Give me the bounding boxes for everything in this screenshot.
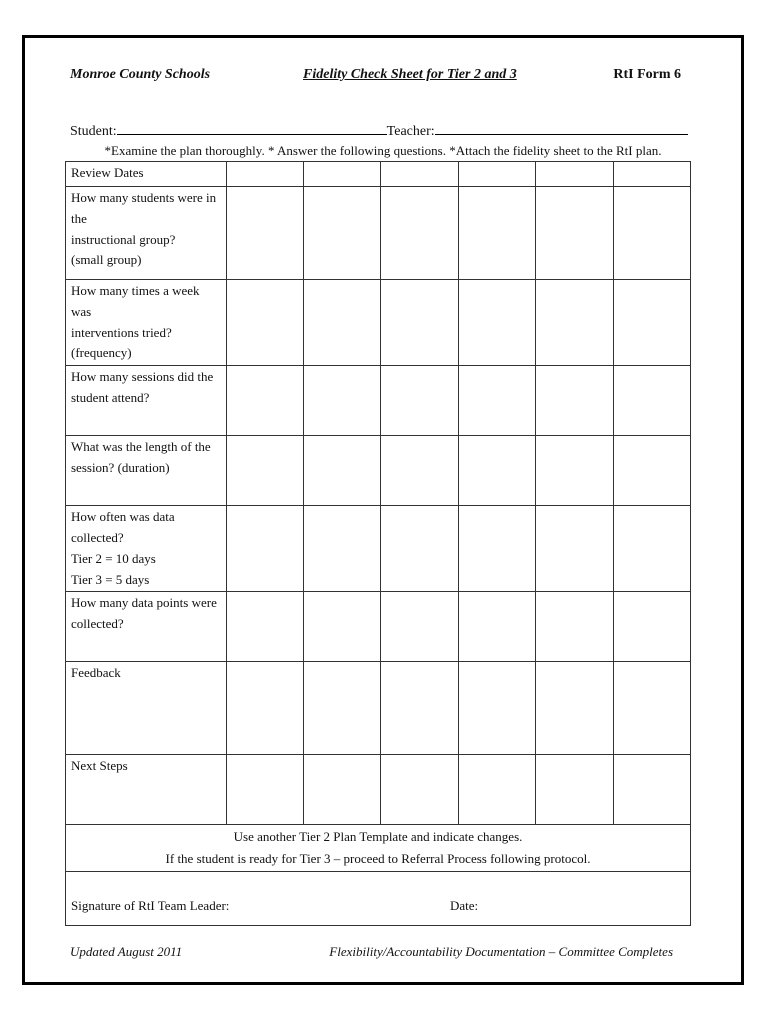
answer-cell[interactable] [536,187,613,280]
question-line: How many data points were [71,595,217,611]
answer-cell[interactable] [458,280,535,366]
note-line-1: Use another Tier 2 Plan Template and indicate changes. [233,829,523,845]
date-label: Date: [450,898,479,914]
answer-cell[interactable] [536,366,613,436]
question-label [66,187,227,280]
answer-cell[interactable] [458,662,535,755]
answer-cell[interactable] [458,436,535,506]
note-row [66,825,691,872]
answer-cell[interactable] [458,755,535,825]
answer-cell[interactable] [536,592,613,662]
answer-cell[interactable] [613,755,690,825]
question-row [66,662,691,755]
answer-cell[interactable] [226,506,303,592]
answer-cell[interactable] [536,280,613,366]
answer-cell[interactable] [226,366,303,436]
answer-cell[interactable] [304,755,381,825]
answer-cell[interactable] [226,592,303,662]
answer-cell[interactable] [381,187,458,280]
question-row [66,592,691,662]
review-date-cell[interactable] [226,162,303,187]
note-line-2: If the student is ready for Tier 3 – proceed to Referral Process following protocol. [165,850,591,866]
question-label [66,280,227,366]
footer-documentation: Flexibility/Accountability Documentation – Committee Completes [329,944,673,959]
answer-cell[interactable] [381,366,458,436]
answer-cell[interactable] [304,187,381,280]
question-line: Tier 2 = 10 days [71,550,156,566]
question-label [66,506,227,592]
question-line: How many times a week was [71,283,200,319]
answer-cell[interactable] [613,436,690,506]
question-line: How many students were in the [71,190,217,226]
answer-cell[interactable] [613,187,690,280]
question-line: collected? [71,616,124,632]
answer-cell[interactable] [304,436,381,506]
question-row [66,506,691,592]
review-date-cell[interactable] [304,162,381,187]
review-dates-row [66,162,691,187]
question-line: interventions tried? (frequency) [71,324,172,361]
student-field[interactable] [117,120,387,135]
answer-cell[interactable] [613,662,690,755]
teacher-field[interactable] [435,120,688,135]
question-line: How many sessions did the [71,369,214,385]
question-line: instructional group? [71,231,176,247]
answer-cell[interactable] [381,436,458,506]
question-row [66,755,691,825]
answer-cell[interactable] [458,366,535,436]
answer-cell[interactable] [304,366,381,436]
signature-cell[interactable] [66,872,691,926]
answer-cell[interactable] [458,592,535,662]
question-row [66,187,691,280]
answer-cell[interactable] [536,755,613,825]
answer-cell[interactable] [613,366,690,436]
review-dates-label: Review Dates [66,162,227,187]
answer-cell[interactable] [304,506,381,592]
answer-cell[interactable] [304,592,381,662]
student-label: Student: [70,124,117,139]
signature-label: Signature of RtI Team Leader: [71,898,230,914]
question-line: Feedback [71,665,121,681]
answer-cell[interactable] [536,506,613,592]
answer-cell[interactable] [226,280,303,366]
answer-cell[interactable] [536,662,613,755]
answer-cell[interactable] [226,755,303,825]
review-date-cell[interactable] [536,162,613,187]
answer-cell[interactable] [304,280,381,366]
note-cell [66,825,691,872]
answer-cell[interactable] [226,436,303,506]
form-number: RtI Form 6 [613,67,681,82]
answer-cell[interactable] [226,662,303,755]
question-line: Next Steps [71,758,128,774]
student-teacher-line [70,120,688,140]
answer-cell[interactable] [381,662,458,755]
answer-cell[interactable] [226,187,303,280]
answer-cell[interactable] [613,592,690,662]
question-row [66,280,691,366]
answer-cell[interactable] [304,662,381,755]
answer-cell[interactable] [613,280,690,366]
answer-cell[interactable] [458,506,535,592]
school-name: Monroe County Schools [70,67,211,82]
answer-cell[interactable] [613,506,690,592]
answer-cell[interactable] [458,187,535,280]
question-line: session? (duration) [71,459,170,475]
question-label [66,436,227,506]
review-date-cell[interactable] [613,162,690,187]
question-label [66,662,227,755]
question-row [66,366,691,436]
question-line: (small group) [71,252,142,268]
instructions: *Examine the plan thoroughly. * Answer the following questions. *Attach the fidelity sheet to the RtI plan. [104,143,662,158]
signature-row [66,872,691,926]
form-page [22,35,744,985]
footer-updated: Updated August 2011 [70,944,183,959]
review-date-cell[interactable] [458,162,535,187]
form-title: Fidelity Check Sheet for Tier 2 and 3 [303,67,517,82]
question-line: student attend? [71,389,150,405]
answer-cell[interactable] [381,755,458,825]
review-date-cell[interactable] [381,162,458,187]
question-line: How often was data collected? [71,509,175,545]
teacher-label: Teacher: [386,124,435,139]
question-row [66,436,691,506]
question-line: Tier 3 = 5 days [71,571,150,587]
fidelity-table [65,161,691,926]
answer-cell[interactable] [381,506,458,592]
answer-cell[interactable] [536,436,613,506]
question-label [66,755,227,825]
question-label [66,366,227,436]
question-label [66,592,227,662]
question-line: What was the length of the [71,439,211,455]
answer-cell[interactable] [381,280,458,366]
answer-cell[interactable] [381,592,458,662]
